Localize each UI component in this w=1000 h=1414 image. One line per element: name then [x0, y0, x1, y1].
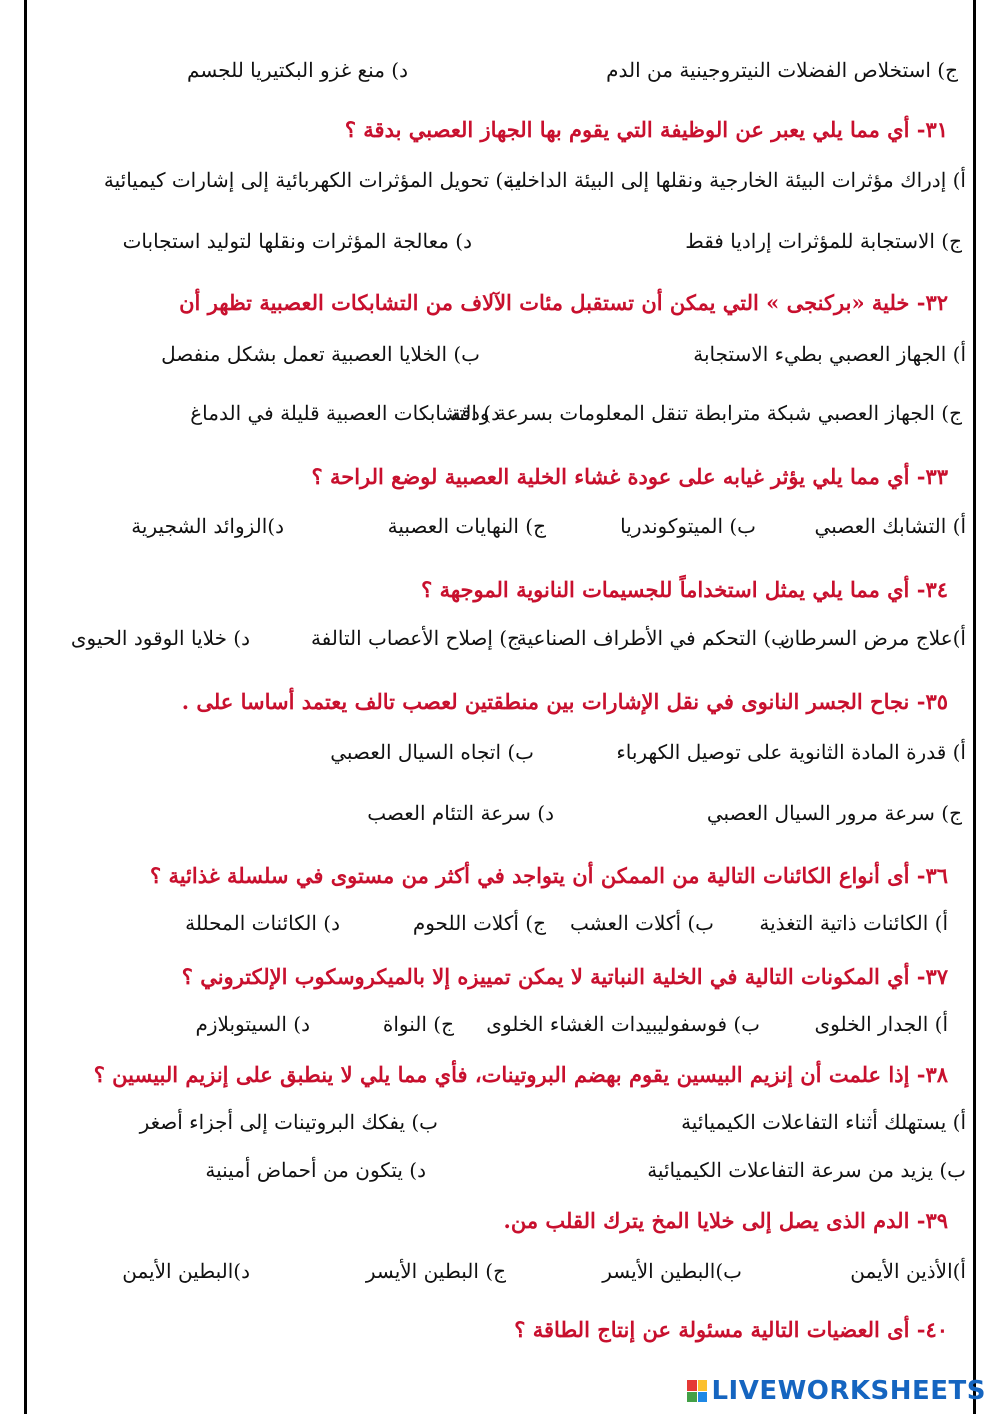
q34-option-b[interactable]: ب) التحكم في الأطراف الصناعية — [516, 626, 790, 650]
logo-block-red — [687, 1380, 697, 1391]
question-35: ٣٥- نجاح الجسر النانوى في نقل الإشارات بين منطقتين لعصب تالف يعتمد أساسا على . — [181, 689, 948, 714]
question-39: ٣٩- الدم الذى يصل إلى خلايا المخ يترك القلب من. — [503, 1208, 948, 1233]
q31-option-a[interactable]: أ) إدراك مؤثرات البيئة الخارجية ونقلها إلى البيئة الداخلية — [504, 168, 966, 192]
q33-option-d[interactable]: د)الزوائد الشجيرية — [131, 514, 284, 538]
liveworksheets-logo[interactable] — [687, 1376, 986, 1406]
q31-option-b[interactable]: ب) تحويل المؤثرات الكهربائية إلى إشارات كيميائية — [103, 168, 522, 192]
logo-blocks-icon — [687, 1380, 707, 1402]
q35-option-a[interactable]: أ) قدرة المادة الثانوية على توصيل الكهرباء — [616, 740, 966, 764]
q38-option-c[interactable]: ب) يزيد من سرعة التفاعلات الكيميائية — [647, 1158, 966, 1182]
q38-option-d[interactable]: د) يتكون من أحماض أمينية — [205, 1158, 426, 1182]
q31-option-d[interactable]: د) معالجة المؤثرات ونقلها لتوليد استجابات — [122, 229, 472, 253]
q36-option-c[interactable]: ج) أكلات اللحوم — [412, 911, 546, 935]
q36-option-a[interactable]: أ) الكائنات ذاتية التغذية — [759, 911, 948, 935]
q35-option-d[interactable]: د) سرعة التئام العصب — [367, 801, 554, 825]
q37-option-c[interactable]: ج) النواة — [382, 1012, 454, 1036]
question-32: ٣٢- خلية «بركنجى » التي يمكن أن تستقبل مئات الآلاف من التشابكات العصبية تظهر أن — [179, 290, 948, 315]
q38-option-a[interactable]: أ) يستهلك أثناء التفاعلات الكيميائية — [681, 1110, 966, 1134]
question-40: ٤٠- أى العضيات التالية مسئولة عن إنتاج الطاقة ؟ — [514, 1317, 948, 1342]
brand-text: LIVEWORKSHEETS — [711, 1376, 986, 1406]
q33-option-c[interactable]: ج) النهايات العصبية — [387, 514, 546, 538]
q34-option-d[interactable]: د) خلايا الوقود الحيوى — [70, 626, 250, 650]
logo-block-blue — [698, 1392, 708, 1403]
logo-block-green — [687, 1392, 697, 1403]
question-37: ٣٧- أي المكونات التالية في الخلية النباتية لا يمكن تمييزه إلا بالميكروسكوب الإلكتروني ؟ — [181, 964, 948, 989]
q33-option-a[interactable]: أ) التشابك العصبي — [814, 514, 966, 538]
question-34: ٣٤- أي مما يلي يمثل استخداماً للجسيمات النانوية الموجهة ؟ — [421, 577, 948, 602]
q32-option-b[interactable]: ب) الخلايا العصبية تعمل بشكل منفصل — [161, 342, 480, 366]
q32-option-d[interactable]: د) التشابكات العصبية قليلة في الدماغ — [190, 401, 500, 425]
q32-option-a[interactable]: أ) الجهاز العصبي بطيء الاستجابة — [693, 342, 966, 366]
q33-option-b[interactable]: ب) الميتوكوندريا — [620, 514, 756, 538]
question-31: ٣١- أي مما يلي يعبر عن الوظيفة التي يقوم بها الجهاز العصبي بدقة ؟ — [344, 117, 948, 142]
q35-option-c[interactable]: ج) سرعة مرور السيال العصبي — [706, 801, 962, 825]
question-38: ٣٨- إذا علمت أن إنزيم البيسين يقوم بهضم البروتينات، فأي مما يلي لا ينطبق على إنزيم البيسين ؟ — [93, 1062, 948, 1087]
top-option-c: ج) استخلاص الفضلات النيتروجينية من الدم — [606, 58, 958, 82]
q32-option-c[interactable]: ج) الجهاز العصبي شبكة مترابطة تنقل المعلومات بسرعة ودقة — [450, 401, 962, 425]
q36-option-d[interactable]: د) الكائنات المحللة — [185, 911, 340, 935]
q38-option-b[interactable]: ب) يفكك البروتينات إلى أجزاء أصغر — [139, 1110, 438, 1134]
q39-option-b[interactable]: ب)البطين الأيسر — [602, 1259, 742, 1283]
q34-option-a[interactable]: أ)علاج مرض السرطان — [779, 626, 966, 650]
q39-option-d[interactable]: د)البطين الأيمن — [122, 1259, 250, 1283]
question-33: ٣٣- أي مما يلي يؤثر غيابه على عودة غشاء الخلية العصبية لوضع الراحة ؟ — [311, 464, 948, 489]
q35-option-b[interactable]: ب) اتجاه السيال العصبي — [330, 740, 534, 764]
q39-option-a[interactable]: أ)الأذين الأيمن — [850, 1259, 966, 1283]
q37-option-a[interactable]: أ) الجدار الخلوى — [814, 1012, 948, 1036]
top-option-d: د) منع غزو البكتيريا للجسم — [187, 58, 408, 82]
q36-option-b[interactable]: ب) أكلات العشب — [570, 911, 714, 935]
q37-option-d[interactable]: د) السيتوبلازم — [195, 1012, 310, 1036]
question-36: ٣٦- أى أنواع الكائنات التالية من الممكن أن يتواجد في أكثر من مستوى في سلسلة غذائية ؟ — [149, 863, 948, 888]
q39-option-c[interactable]: ج) البطين الأيسر — [365, 1259, 506, 1283]
q34-option-c[interactable]: ج) إصلاح الأعصاب التالفة — [310, 626, 520, 650]
q31-option-c[interactable]: ج) الاستجابة للمؤثرات إراديا فقط — [685, 229, 962, 253]
logo-block-yellow — [698, 1380, 708, 1391]
q37-option-b[interactable]: ب) فوسفوليبيدات الغشاء الخلوى — [486, 1012, 760, 1036]
